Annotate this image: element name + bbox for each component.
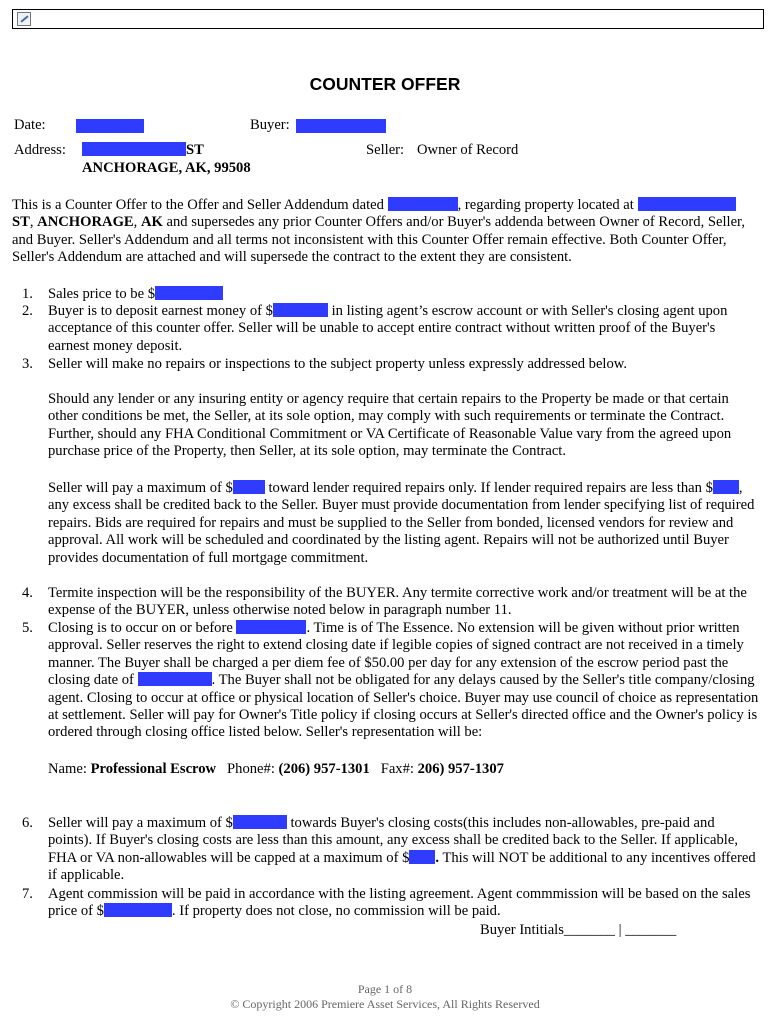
item-2-text-a: Buyer is to deposit earnest money of $: [48, 303, 273, 319]
item-7-text-a: Agent commission will be paid in accordance with the listing agreement. Agent commmission will be based on the sales price of $: [48, 886, 751, 920]
item-7-text-b: . If property does not close, no commission will be paid.: [171, 903, 501, 920]
max-repairs-text-c: , any excess shall be credited back to the Seller. Buyer must provide documentation from lender specifying list of required repairs. Bids are required for repairs and must be supplied to the Seller from bonded, licensed vendors for review and approval. All work will be scheduled and coordinated by the listing agent. Repairs will not be authorized until Buyer provides documentation of full mortgage commitment.: [48, 480, 755, 566]
representation-line: [48, 761, 504, 778]
copyright: © Copyright 2006 Premiere Asset Services, All Rights Reserved: [230, 997, 540, 1011]
sales-price-redaction: [155, 286, 223, 300]
fax-value: 206) 957-1307: [417, 761, 504, 777]
item-6-period: .: [435, 849, 440, 866]
buyer-initials: Buyer Intitials_______ | _______: [480, 922, 677, 938]
escrow-date-redaction: [138, 672, 212, 686]
item-text: [48, 815, 760, 885]
date-redaction: [76, 119, 144, 133]
address-suffix: ST: [186, 142, 204, 158]
buyer-label: Buyer:: [250, 117, 290, 133]
intro-comma-2: ,: [133, 214, 138, 231]
item-6-text-a: Seller will pay a maximum of $: [48, 815, 233, 831]
item-5-text-a: Closing is to occur on or before: [48, 620, 233, 636]
intro-text-b: , regarding property located at: [457, 197, 634, 213]
intro-paragraph: [12, 197, 760, 267]
phone-label: Phone#:: [227, 761, 275, 777]
intro-text-a: This is a Counter Offer to the Offer and Seller Addendum dated: [12, 197, 384, 213]
item-5-text-b: . Time is of The Essence. No extension will be given without prior written approval. Seller reserves the right to extend closing date if legible copies of signed contract are not received in a timely manner. The Buyer shall be charged a per diem fee of $50.00 per day for any extension of the escrow period past the closing date of: [48, 620, 744, 689]
name-label: Name:: [48, 761, 87, 777]
item-6-text-d: This will NOT be additional to any incentives offered if applicable.: [48, 849, 756, 884]
item-4-text: Termite inspection will be the responsibility of the BUYER. Any termite corrective work and/or treatment will be at the expense of the BUYER, unless otherwise noted below in paragraph number 11.: [48, 585, 747, 619]
buyer-redaction: [296, 119, 386, 133]
offer-date-redaction: [388, 197, 458, 211]
closing-date-redaction: [236, 620, 306, 634]
repairs-paragraph: Should any lender or any insuring entity or agency require that certain repairs to the Property be made or that certain other conditions be met, the Seller, at its sole option, may comply with such requirements or terminate the Contract. Further, should any FHA Conditional Commitment or VA Certificate of Reasonable Value vary from the agreed upon purchase price of the Property, then Seller, at its sole option, may terminate the Contract.: [48, 391, 732, 460]
address-value: [82, 142, 204, 159]
item-text: [48, 620, 760, 742]
property-redaction: [638, 197, 736, 211]
item-text: [48, 286, 760, 303]
item-number: 1.: [22, 286, 33, 302]
max-repairs-text-a: Seller will pay a maximum of $: [48, 480, 233, 496]
repairs-max-redaction: [233, 480, 265, 494]
phone-value: (206) 957-1301: [278, 761, 370, 777]
city-line: ANCHORAGE, AK, 99508: [82, 160, 251, 176]
seller-label: Seller:: [366, 142, 405, 158]
address-label: Address:: [14, 142, 66, 158]
item-1-text: Sales price to be $: [48, 286, 155, 302]
item-number: 2.: [22, 303, 33, 319]
item-text: [48, 886, 760, 921]
intro-comma-1: ,: [29, 214, 34, 231]
earnest-money-redaction: [273, 303, 328, 317]
repairs-threshold-redaction: [713, 480, 739, 494]
max-repairs-text-b: toward lender required repairs only. If lender required repairs are less than $: [268, 480, 713, 496]
address-redaction: [82, 142, 186, 156]
item-5-text-c: . The Buyer shall not be obligated for any delays caused by the Seller's title company/closing agent. Closing to occur at office or physical location of Seller's choice. Buyer may use council of choice as representation at settlement. Seller will pay for Owner's Title policy if closing occurs at Seller's directed office and the Owner's policy is ordered through closing office listed below. Seller's representation will be:: [48, 672, 759, 741]
document-icon: [17, 12, 31, 26]
commission-price-redaction: [104, 903, 172, 917]
date-label: Date:: [14, 117, 46, 133]
item-number: 7.: [22, 886, 33, 902]
item-number: 5.: [22, 620, 33, 636]
item-2-text-b: in listing agent’s escrow account or with Seller's closing agent upon acceptance of this counter offer. Seller will be unable to accept entire contract without written proof of the Buyer's earnest money deposit.: [48, 303, 728, 354]
max-repairs-paragraph: [48, 480, 760, 567]
top-bar: [12, 9, 764, 29]
intro-city: ANCHORAGE: [37, 214, 134, 231]
item-6-text-b: towards Buyer's closing costs(this includes non-allowables, pre-paid and points). If Buyer's closing costs are less than this amount, any excess shall be credited back to the Seller. If applicable, FHA or VA non-allowables will be capped at a maximum of $: [48, 815, 738, 866]
page-title: COUNTER OFFER: [309, 74, 461, 94]
intro-text-c: and supersedes any prior Counter Offers and/or Buyer's addenda between Owner of Record, Seller, and Buyer. Seller's Addendum and all terms not inconsistent with this Counter Offer remain effective. Both Counter Offer, Seller's Addendum are attached and will supersede the contract to the extent they are consistent.: [12, 214, 745, 266]
item-text: [48, 303, 760, 355]
intro-state: AK: [140, 214, 163, 231]
seller-value: Owner of Record: [417, 142, 519, 158]
page-number: Page 1 of 8: [357, 982, 413, 996]
fha-cap-redaction: [409, 850, 435, 864]
item-number: 6.: [22, 815, 33, 831]
name-value: Professional Escrow: [90, 761, 217, 777]
item-number: 4.: [22, 585, 33, 601]
item-number: 3.: [22, 356, 33, 372]
intro-st: ST: [12, 214, 30, 231]
item-3-text: Seller will make no repairs or inspections to the subject property unless expressly addressed below.: [48, 356, 628, 372]
fax-label: Fax#:: [380, 761, 414, 777]
closing-costs-redaction: [233, 815, 287, 829]
